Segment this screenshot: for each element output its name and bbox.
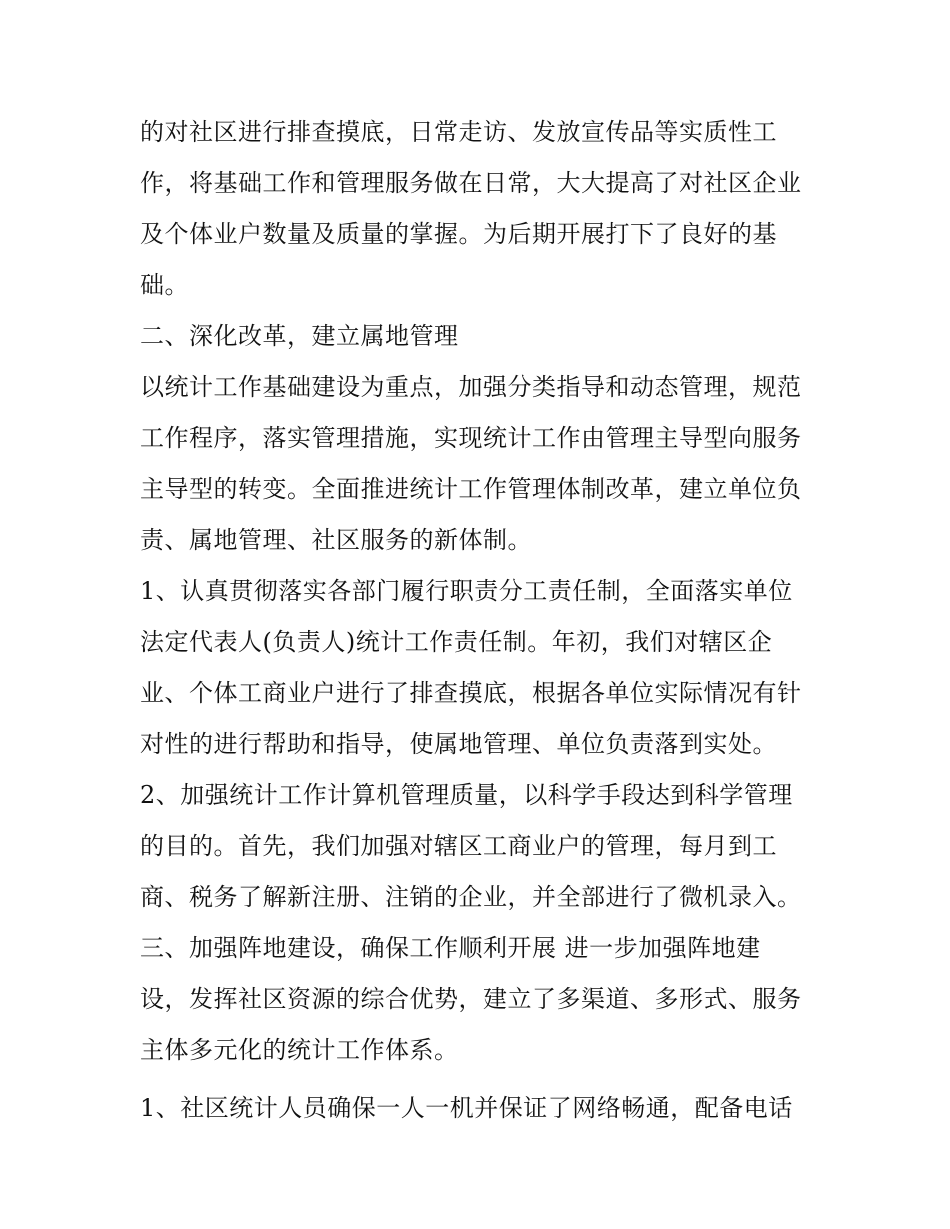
- text-line: 1、社区统计人员确保一人一机并保证了网络畅通，配备电话: [140, 1094, 793, 1122]
- text-line: 法定代表人(负责人)统计工作责任制。年初，我们对辖区企: [140, 628, 773, 656]
- text-line: 业、个体工商业户进行了排查摸底，根据各单位实际情况有针: [140, 679, 802, 707]
- text-line: 1、认真贯彻落实各部门履行职责分工责任制，全面落实单位: [140, 577, 793, 605]
- text-line: 对性的进行帮助和指导，使属地管理、单位负责落到实处。: [140, 730, 777, 758]
- text-line: 以统计工作基础建设为重点，加强分类指导和动态管理，规范: [140, 373, 802, 401]
- text-line: 主体多元化的统计工作体系。: [140, 1036, 459, 1064]
- body-text: [140, 107, 820, 1134]
- text-line: 设，发挥社区资源的综合优势，建立了多渠道、多形式、服务: [140, 985, 802, 1013]
- text-line: 商、税务了解新注册、注销的企业，并全部进行了微机录入。: [140, 883, 802, 911]
- text-line: 的对社区进行排查摸底，日常走访、发放宣传品等实质性工: [140, 118, 777, 146]
- text-line: 的目的。首先，我们加强对辖区工商业户的管理，每月到工: [140, 832, 777, 860]
- text-line: 责、属地管理、社区服务的新体制。: [140, 526, 532, 554]
- text-line: 主导型的转变。全面推进统计工作管理体制改革，建立单位负: [140, 475, 802, 503]
- text-line: 及个体业户数量及质量的掌握。为后期开展打下了良好的基: [140, 220, 777, 248]
- text-line: 工作程序，落实管理措施，实现统计工作由管理主导型向服务: [140, 424, 802, 452]
- section-heading: 三、加强阵地建设，确保工作顺利开展 进一步加强阵地建: [140, 934, 761, 962]
- text-line: 作，将基础工作和管理服务做在日常，大大提高了对社区企业: [140, 169, 802, 197]
- section-heading: 二、深化改革，建立属地管理: [140, 322, 459, 350]
- text-line: 2、加强统计工作计算机管理质量，以科学手段达到科学管理: [140, 781, 793, 809]
- text-line: 础。: [140, 271, 189, 299]
